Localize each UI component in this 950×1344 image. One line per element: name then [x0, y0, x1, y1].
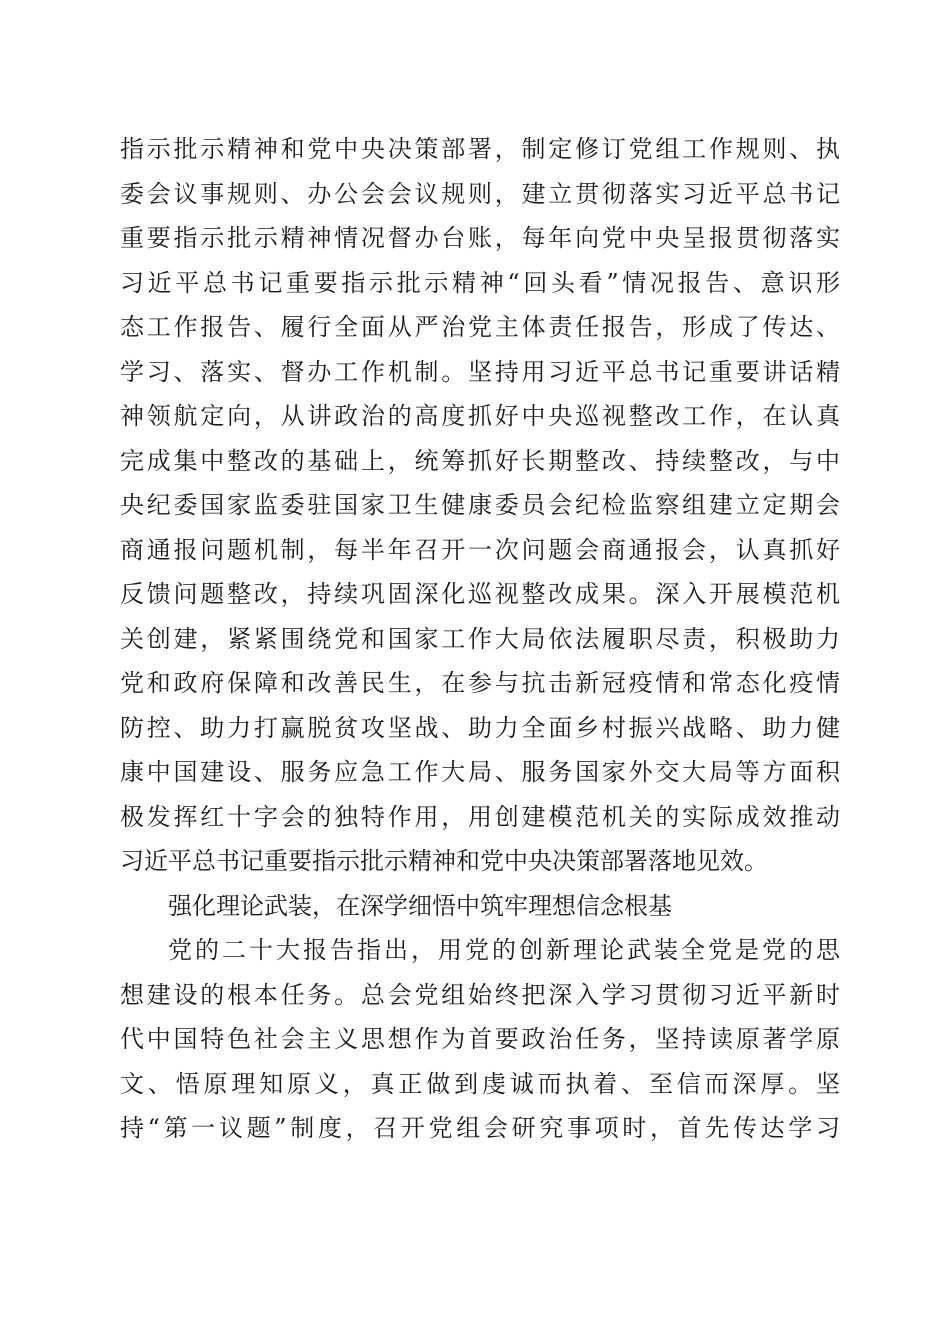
heading-line: 强化理论武装，在深学细悟中筑牢理想信念根基 — [168, 891, 672, 920]
text-line: 持“第一议题”制度，召开党组会研究事项时，首先传达学习 — [120, 1114, 840, 1142]
text-line: 完成集中整改的基础上，统筹抓好长期整改、持续整改，与中 — [120, 446, 840, 475]
text-line: 党和政府保障和改善民生，在参与抗击新冠疫情和常态化疫情 — [120, 669, 840, 697]
text-line: 防控、助力打赢脱贫攻坚战、助力全面乡村振兴战略、助力健 — [120, 713, 840, 742]
text-line: 反馈问题整改，持续巩固深化巡视整改成果。深入开展模范机 — [120, 580, 840, 608]
text-line: 重要指示批示精神情况督办台账，每年向党中央呈报贯彻落实 — [120, 224, 840, 252]
text-line: 商通报问题机制，每半年召开一次问题会商通报会，认真抓好 — [120, 535, 840, 564]
paragraph-1 — [120, 127, 840, 884]
text-line: 态工作报告、履行全面从严治党主体责任报告，形成了传达、 — [120, 313, 840, 341]
text-line: 习近平总书记重要指示批示精神和党中央决策部署落地见效。 — [120, 847, 768, 875]
text-line: 习近平总书记重要指示批示精神“回头看”情况报告、意识形 — [120, 268, 840, 297]
text-line: 康中国建设、服务应急工作大局、服务国家外交大局等方面积 — [120, 758, 840, 786]
text-line: 文、悟原理知原义，真正做到虔诚而执着、至信而深厚。坚 — [120, 1069, 840, 1098]
text-line: 神领航定向，从讲政治的高度抓好中央巡视整改工作，在认真 — [120, 402, 840, 430]
text-line: 党的二十大报告指出，用党的创新理论武装全党是党的思 — [168, 936, 840, 964]
section-heading — [120, 884, 840, 929]
text-line: 想建设的根本任务。总会党组始终把深入学习贯彻习近平新时 — [120, 980, 840, 1009]
paragraph-2 — [120, 928, 840, 1151]
document-body — [120, 127, 840, 1151]
text-line: 关创建，紧紧围绕党和国家工作大局依法履职尽责，积极助力 — [120, 624, 840, 653]
text-line: 极发挥红十字会的独特作用，用创建模范机关的实际成效推动 — [120, 802, 840, 831]
text-line: 学习、落实、督办工作机制。坚持用习近平总书记重要讲话精 — [120, 357, 840, 386]
text-line: 委会议事规则、办公会会议规则，建立贯彻落实习近平总书记 — [120, 179, 840, 208]
text-line: 指示批示精神和党中央决策部署，制定修订党组工作规则、执 — [120, 135, 840, 163]
text-line: 代中国特色社会主义思想作为首要政治任务，坚持读原著学原 — [120, 1025, 840, 1053]
text-line: 央纪委国家监委驻国家卫生健康委员会纪检监察组建立定期会 — [120, 491, 840, 519]
